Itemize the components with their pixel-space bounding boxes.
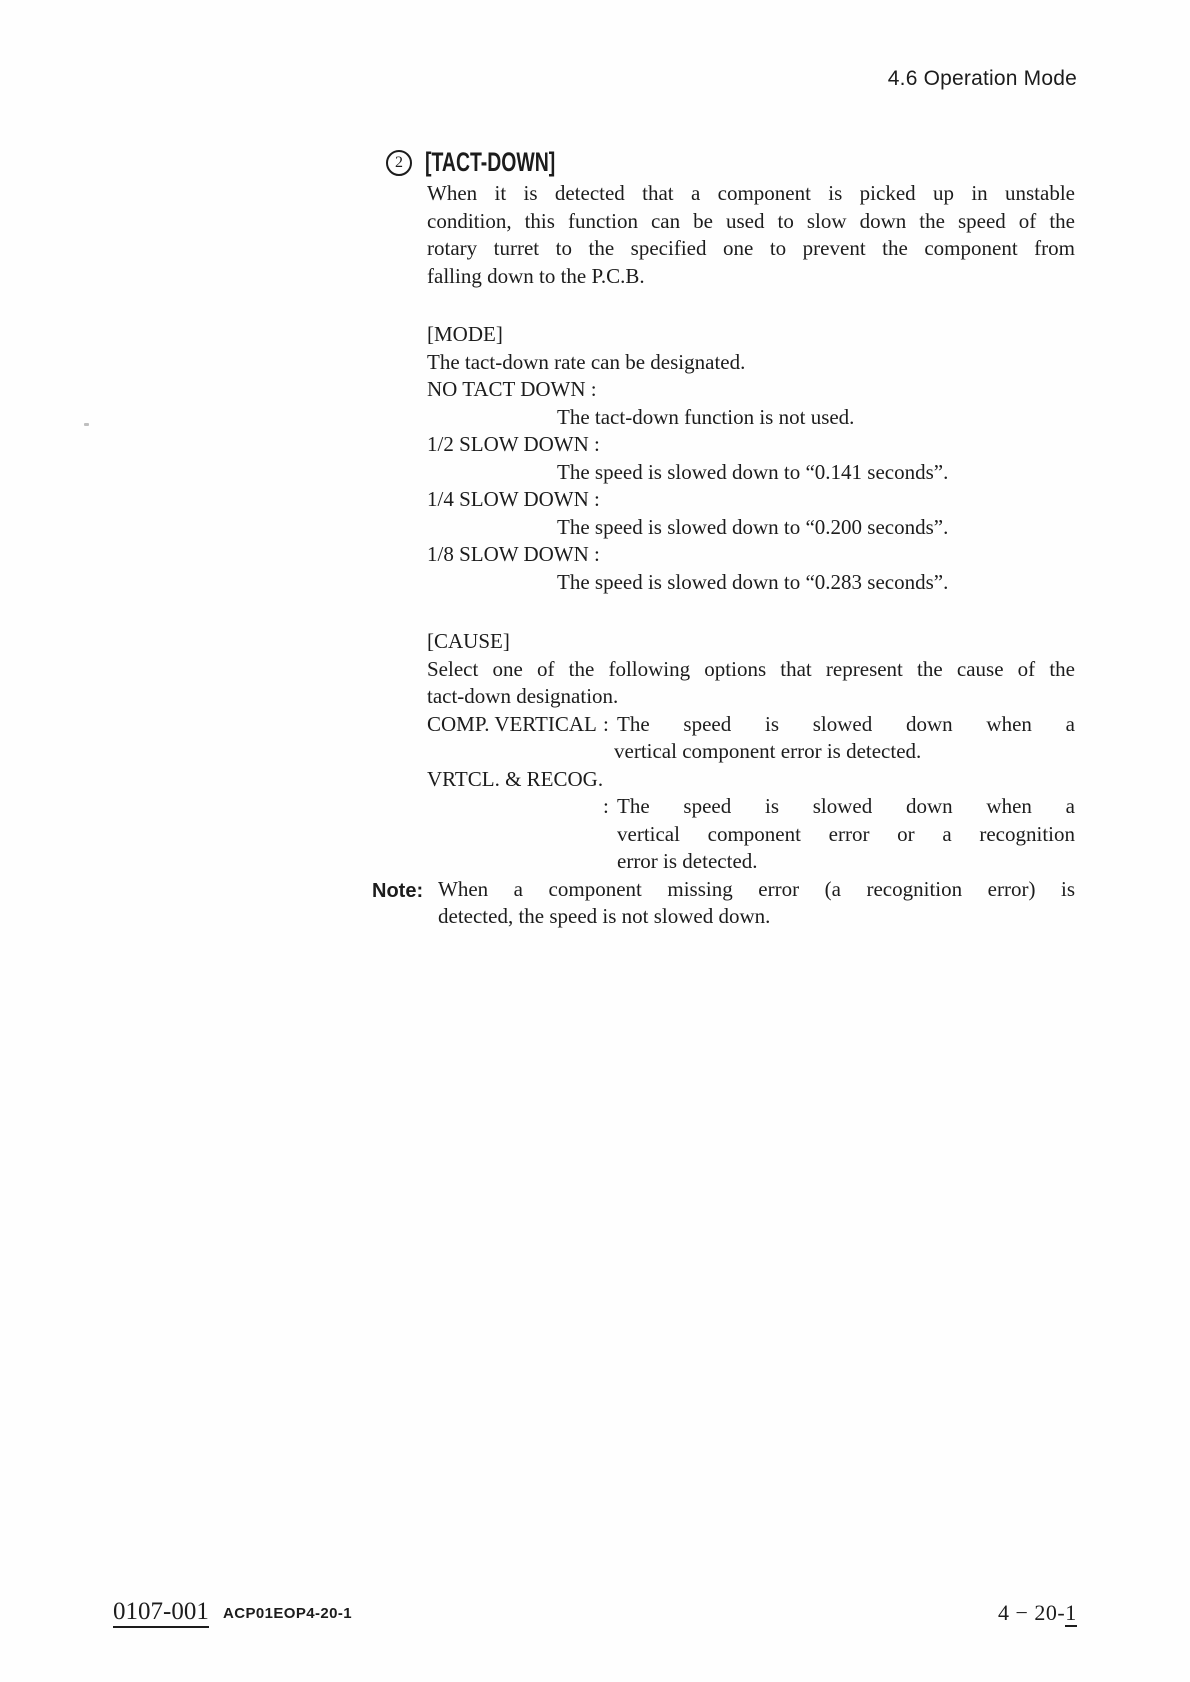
mode-term: 1/8 SLOW DOWN :: [427, 542, 600, 566]
mode-term: NO TACT DOWN :: [427, 377, 597, 401]
mode-term-description: The tact-down function is not used.: [557, 404, 855, 429]
text-line: tact-down designation.: [427, 684, 619, 708]
mode-term: 1/4 SLOW DOWN :: [427, 487, 600, 511]
intro-paragraph: [427, 180, 1075, 290]
cause-description-line: The speed is slowed down when a: [617, 794, 1075, 818]
mode-heading: [MODE]: [427, 322, 503, 346]
document-number: 0107-001: [113, 1598, 209, 1628]
text-line: rotary turret to the specified one to prevent the component from: [427, 236, 1075, 260]
section-body: [372, 180, 1075, 931]
mode-term: 1/2 SLOW DOWN :: [427, 432, 600, 456]
cause-heading: [CAUSE]: [427, 629, 510, 653]
circled-number-icon: [386, 150, 412, 176]
cause-colon: :: [603, 794, 609, 818]
note-label: Note:: [372, 879, 424, 902]
cause-description-line: error is detected.: [617, 849, 758, 873]
mode-term-description: The speed is slowed down to “0.200 seconds”.: [557, 514, 949, 539]
cause-description-line: vertical component error is detected.: [614, 739, 922, 763]
text-line: When it is detected that a component is picked up in unstable: [427, 181, 1075, 205]
cause-entry-row: [427, 766, 1075, 794]
cause-description-line: vertical component error or a recognition: [617, 821, 1075, 846]
cause-colon: :: [603, 711, 609, 736]
cause-term: VRTCL. & RECOG.: [427, 766, 604, 791]
text-line: Select one of the following options that represent the cause of the: [427, 656, 1075, 681]
page-number: [998, 1600, 1077, 1626]
cause-term: COMP. VERTICAL: [427, 711, 597, 736]
page-number-revision: 1: [1065, 1600, 1077, 1625]
section-heading: [386, 147, 606, 179]
document-code: ACP01EOP4-20-1: [223, 1605, 352, 1622]
mode-term-description: The speed is slowed down to “0.283 seconds”.: [557, 569, 949, 594]
scan-speck: [84, 423, 89, 426]
cause-entry-row: [427, 793, 1075, 821]
running-header: 4.6 Operation Mode: [887, 67, 1077, 90]
mode-block: [427, 321, 1075, 596]
note-block: [372, 876, 1075, 931]
page-number-text: 4 − 20-: [998, 1600, 1066, 1625]
mode-description: The tact-down rate can be designated.: [427, 349, 746, 374]
cause-entry-row: [427, 711, 1075, 739]
cause-description-line: The speed is slowed down when a: [617, 711, 1075, 736]
cause-entry-row: [427, 821, 1075, 849]
cause-entry-row: [427, 848, 1075, 876]
text-line: falling down to the P.C.B.: [427, 263, 645, 288]
text-line: condition, this function can be used to slow down the speed of the: [427, 208, 1075, 233]
section-title: [TACT-DOWN]: [425, 147, 556, 177]
note-line: When a component missing error (a recognition error) is: [438, 876, 1075, 901]
cause-block: [427, 628, 1075, 876]
cause-entry-row: [427, 738, 1075, 766]
note-line: detected, the speed is not slowed down.: [438, 904, 771, 928]
item-number: 2: [395, 154, 403, 171]
mode-term-description: The speed is slowed down to “0.141 seconds”.: [557, 459, 949, 484]
